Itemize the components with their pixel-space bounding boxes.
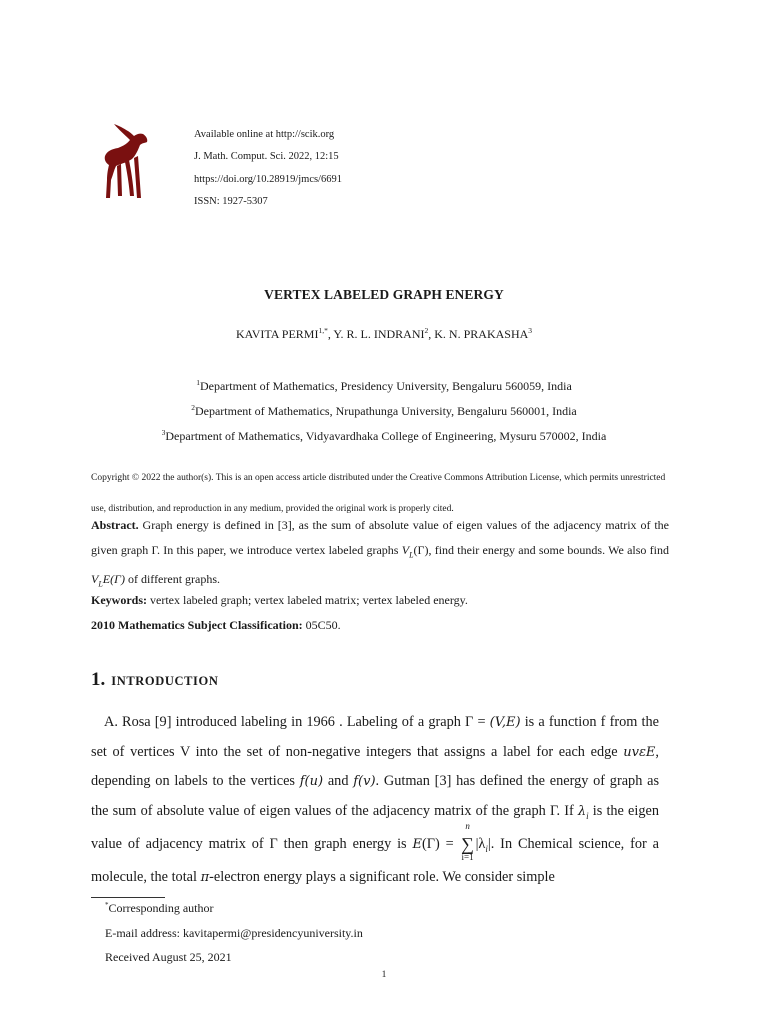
- introduction-paragraph: [91, 708, 659, 893]
- footnote-email[interactable]: E-mail address: kavitapermi@presidencyuniversity.in: [105, 926, 363, 940]
- keywords: [91, 588, 669, 613]
- abstract: [91, 513, 669, 597]
- affiliation-mark: 1: [196, 378, 200, 387]
- math-expression: |λ: [475, 835, 486, 852]
- section-number: 1.: [91, 669, 106, 690]
- abstract-text: , find their energy and some bounds. We also find: [428, 543, 669, 557]
- antelope-logo-icon: [96, 118, 156, 204]
- msc-text: 05C50.: [302, 618, 341, 632]
- section-title: INTRODUCTION: [111, 674, 219, 688]
- math-symbol: V: [401, 543, 410, 557]
- author-affiliation-mark: 1,*: [318, 326, 328, 335]
- math-expression: |: [487, 835, 491, 852]
- footnote-rule: [91, 897, 165, 898]
- affiliation-text: Department of Mathematics, Presidency University, Bengaluru 560059, India: [199, 379, 572, 393]
- abstract-label: Abstract.: [91, 518, 139, 532]
- abstract-text: of different graphs.: [124, 572, 221, 587]
- body-text: and: [323, 773, 354, 789]
- math-symbol: λ: [577, 803, 587, 819]
- summation: [460, 821, 476, 863]
- affiliation-mark: 3: [161, 428, 166, 437]
- math-expression: (V,E): [489, 715, 521, 730]
- math-expression: uvεE: [623, 744, 656, 760]
- summation-sign: ∑: [461, 834, 474, 855]
- body-text: A. Rosa [9] introduced labeling in 1966 . Labeling of a graph Γ =: [104, 714, 490, 730]
- author-affiliation-mark: 3: [528, 326, 533, 335]
- affiliation-mark: 2: [191, 403, 195, 412]
- affiliation-2: [0, 403, 768, 419]
- body-text: , depending on labels to the vertices: [91, 743, 659, 789]
- section-heading: [91, 669, 218, 691]
- affiliation-text: Department of Mathematics, Vidyavardhaka College of Engineering, Mysuru 570002, India: [165, 429, 607, 443]
- body-text: is a function f from the set of vertices V into the set of non-negative integers that assigns a label for each edge: [91, 714, 659, 760]
- math-expression: f(v): [353, 774, 376, 789]
- math-expression: E(Γ): [102, 572, 125, 587]
- keywords-label: Keywords:: [91, 593, 147, 607]
- page-number: 1: [381, 970, 387, 980]
- keywords-text: vertex labeled graph; vertex labeled matrix; vertex labeled energy.: [147, 593, 468, 607]
- journal-line-doi[interactable]: https://doi.org/10.28919/jmcs/6691: [194, 173, 342, 185]
- footnote-received: Received August 25, 2021: [105, 950, 232, 964]
- journal-line-issn: ISSN: 1927-5307: [194, 195, 268, 207]
- body-text: is the eigen value of adjacency matrix of Γ then graph energy is: [91, 802, 659, 852]
- math-argument: (Γ): [413, 543, 429, 557]
- math-expression: f(u): [299, 774, 324, 789]
- abstract-text: Graph energy is defined in [3], as the sum of absolute value of eigen values of the adjacency matrix of the given graph Γ. In this paper, we introduce vertex labeled graphs: [91, 518, 669, 557]
- footnote-text: Corresponding author: [108, 901, 214, 915]
- math-subscript: i: [485, 843, 488, 854]
- journal-line-availability: Available online at http://scik.org: [194, 129, 335, 140]
- msc-label: 2010 Mathematics Subject Classification:: [91, 618, 303, 632]
- author-list: KAVITA $PERMI^{1,*}$, Y. R. L. INDRANI$^2$, K. N. PRAKASHA$^3$: [235, 326, 533, 341]
- math-subscript: L: [98, 579, 103, 589]
- body-text: -electron energy plays a significant role. We consider simple: [209, 869, 555, 886]
- footnote-mark: *: [105, 901, 109, 909]
- math-symbol: V: [91, 572, 99, 587]
- subject-classification: [91, 613, 669, 638]
- summation-lower-limit: i=1: [461, 852, 474, 863]
- affiliation-text: Department of Mathematics, Nrupathunga University, Bengaluru 560001, India: [194, 404, 577, 418]
- journal-logo: [96, 118, 156, 204]
- paper-title: VERTEX LABELED GRAPH ENERGY: [264, 287, 504, 302]
- author-name: Y. R. L. INDRANI: [333, 327, 425, 341]
- journal-info: [194, 124, 342, 213]
- math-symbol: E: [412, 836, 422, 852]
- affiliation-1: [0, 378, 768, 394]
- footnote-corresponding: [105, 901, 213, 916]
- math-argument: (Γ) =: [421, 835, 460, 852]
- body-text: . In Chemical science, for a molecule, the total: [91, 835, 659, 886]
- math-symbol: π: [200, 870, 210, 886]
- journal-line-citation: J. Math. Comput. Sci. 2022, 12:15: [194, 151, 339, 163]
- author-name: K. N. PRAKASHA: [434, 327, 529, 341]
- author-affiliation-mark: 2: [424, 326, 429, 335]
- affiliation-3: [0, 428, 768, 444]
- author-name: KAVITA PERMI: [235, 327, 319, 341]
- copyright-notice: Copyright © 2022 the author(s). This is an open access article distributed under the Creative Commons Attribution License, which permits unrestricted use, distribution, and reproduction in any medium, provided the original work is properly cited.: [91, 473, 666, 514]
- body-text: . Gutman [3] has defined the energy of graph as the sum of absolute value of eigen values of the adjacency matrix of the graph Γ. If: [91, 773, 660, 819]
- summation-upper-limit: n: [465, 821, 470, 832]
- math-subscript: L: [409, 550, 414, 560]
- math-subscript: i: [586, 810, 589, 821]
